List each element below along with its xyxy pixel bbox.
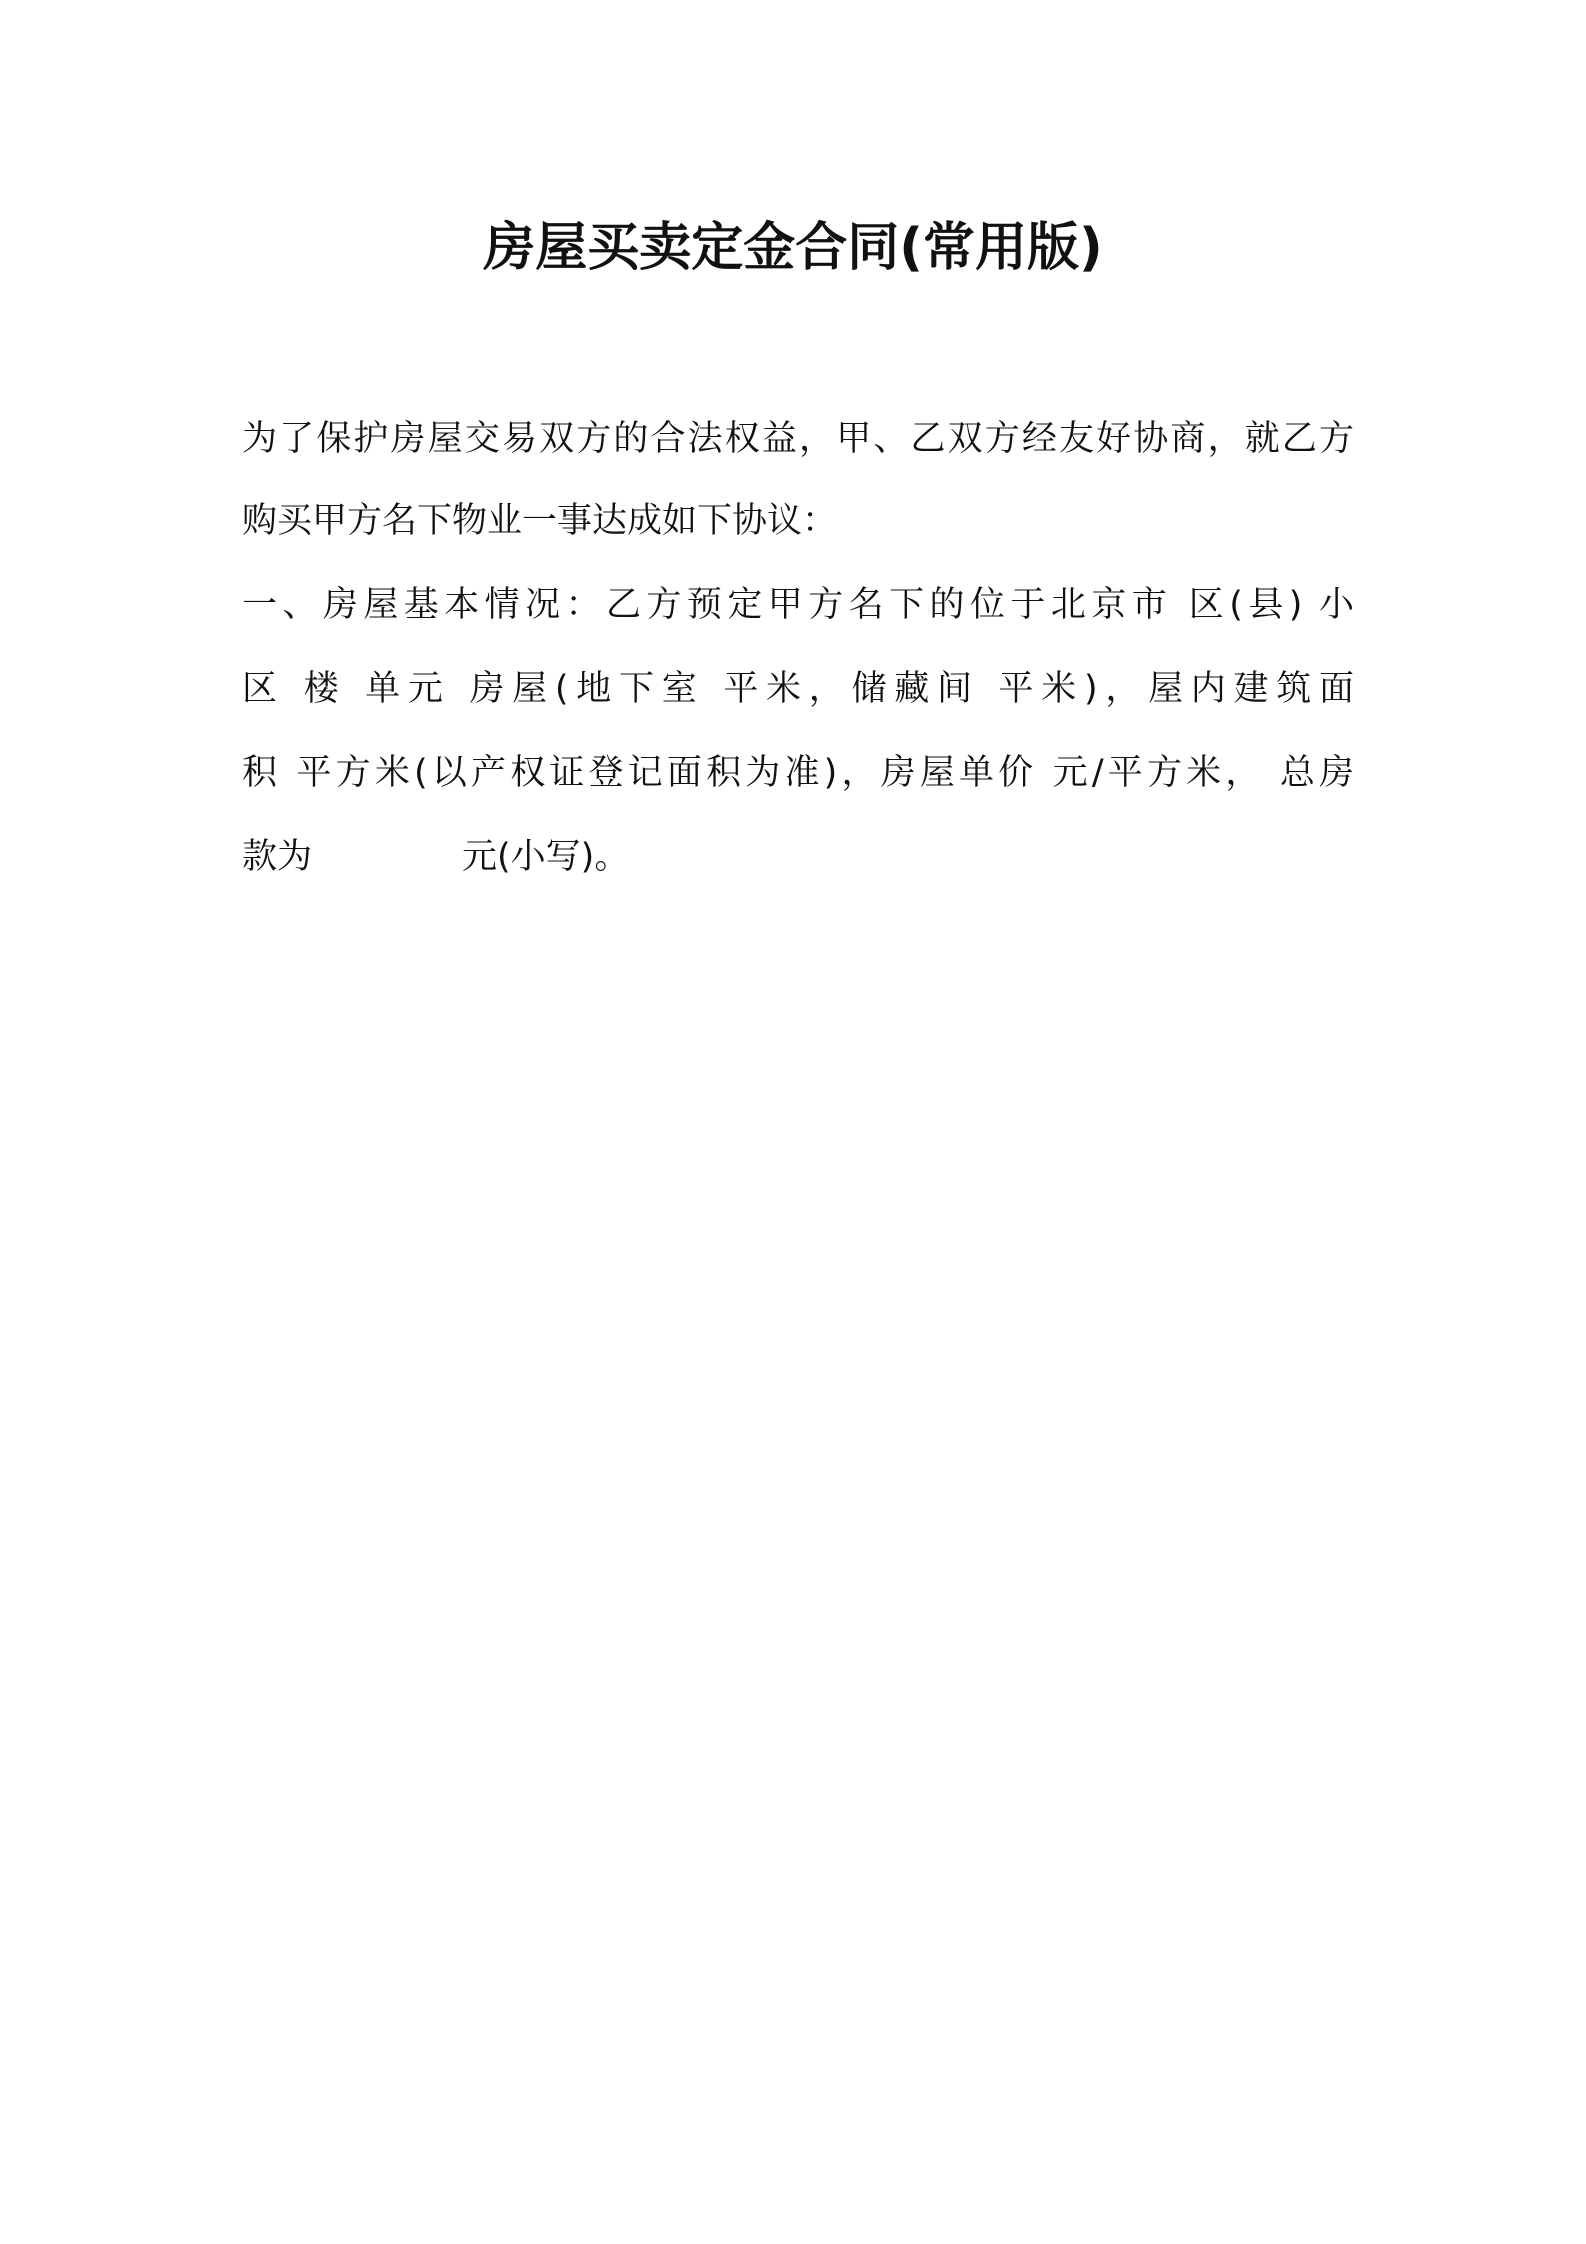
paragraph-2-line-1: 一、房屋基本情况：乙方预定甲方名下的位于北京市 区(县) 小 xyxy=(242,585,1354,625)
paragraph-1-line-2: 购买甲方名下物业一事达成如下协议： xyxy=(242,501,838,541)
total-price-label: 款为 xyxy=(242,837,313,877)
paragraph-2-line-4 xyxy=(242,832,629,882)
total-price-unit: 元(小写)。 xyxy=(462,837,630,877)
document-title: 房屋买卖定金合同(常用版) xyxy=(483,218,1103,278)
paragraph-2-line-3: 积 平方米(以产权证登记面积为准)，房屋单价 元/平方米， 总房 xyxy=(242,753,1354,793)
paragraph-2-line-2: 区 楼 单元 房屋(地下室 平米，储藏间 平米)，屋内建筑面 xyxy=(242,669,1354,709)
paragraph-1-line-1: 为了保护房屋交易双方的合法权益，甲、乙双方经友好协商，就乙方 xyxy=(242,419,1354,459)
